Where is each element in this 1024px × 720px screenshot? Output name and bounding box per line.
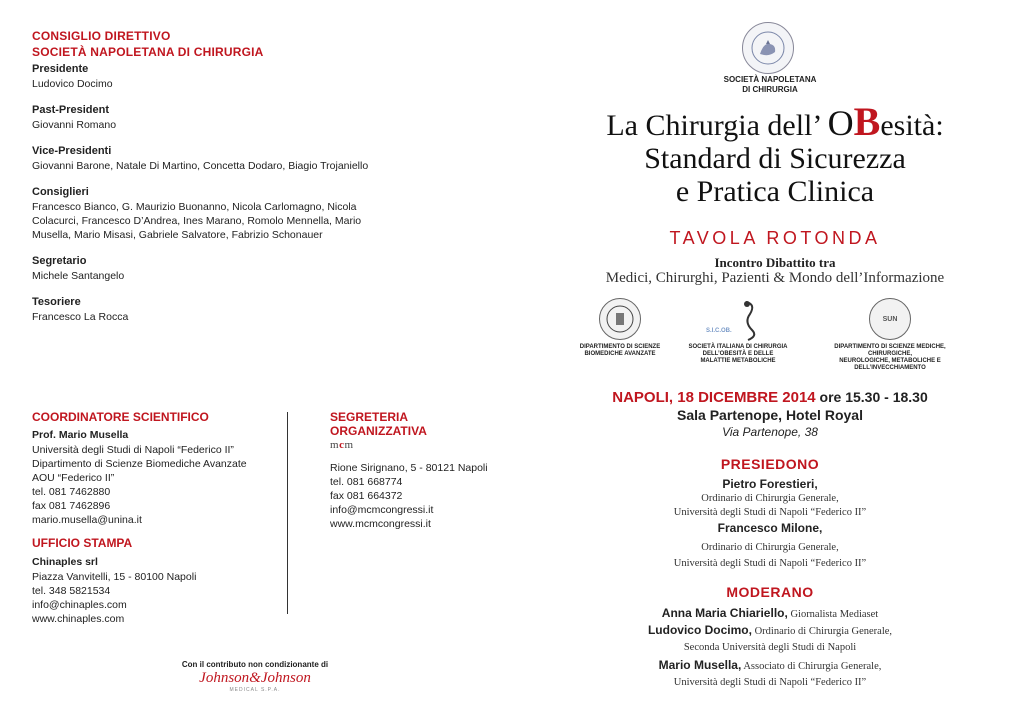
tavola-rotonda: TAVOLA ROTONDA [669,228,881,248]
title-line-2: Standard di Sicurezza [644,142,906,175]
sicob-text [706,328,732,335]
role-title: Vice-Presidenti [32,145,112,157]
presiedono-title: PRESIEDONO [720,456,820,472]
segreteria-address: Rione Sirignano, 5 - 80121 Napoli [330,462,488,474]
logo-dip-biomediche [577,298,663,358]
participants-line: Medici, Chirurghi, Pazienti & Mondo dell’Informazione [605,270,945,286]
university-seal-icon [599,298,641,340]
segreteria-phone: tel. 081 668774 [330,476,403,488]
logo-label-3: DELL’INVECCHIAMENTO [854,365,926,371]
logo-label-2: DELL’OBESITÀ E DELLE [702,351,774,357]
moderator-line [560,657,980,675]
moderator-role: Associato di Chirurgia Generale, [741,661,882,672]
segreteria-block [330,410,530,531]
role-block [32,185,502,242]
segreteria-email[interactable]: info@mcmcongressi.it [330,504,434,516]
logo-sun [815,298,965,372]
role-names: Francesco Bianco, G. Maurizio Buonanno, Nicola Carlomagno, Nicola Colacurci, Francesco D’Andrea, Ines Marano, Romolo Mennella, Mario Musella, Mario Misasi, Gabriele Salvatore, Fabrizio Schonauer [32,201,362,241]
logo-label-3: MALATTIE METABOLICHE [700,358,776,364]
society-seal-icon [742,22,794,74]
mcm-logo-m2: m [344,439,354,451]
coordinatore-phone: tel. 081 7462880 [32,486,111,498]
coordinatore-line: Università degli Studi di Napoli “Federico II” [32,444,234,456]
moderator-line [560,622,980,640]
ufficio-stampa-name: Chinaples srl [32,556,98,568]
role-title: Tesoriere [32,296,81,308]
ufficio-stampa-phone: tel. 348 5821534 [32,585,111,597]
sponsor-sub: MEDICAL S.P.A. [229,687,281,693]
role-names: Giovanni Barone, Natale Di Martino, Concetta Dodaro, Biagio Trojaniello [32,160,369,172]
segreteria-website[interactable]: www.mcmcongressi.it [330,518,431,530]
moderator-line [560,605,980,623]
consiglio-heading: CONSIGLIO DIRETTIVO [32,29,171,43]
society-name [710,75,830,95]
logo-label-2: BIOMEDICHE AVANZATE [584,351,656,357]
column-divider [287,412,288,614]
coordinatore-line: AOU “Federico II” [32,472,115,484]
sun-label: SUN [882,315,898,323]
event-date-text: NAPOLI, 18 DICEMBRE 2014 [612,389,816,406]
role-title: Consiglieri [32,186,89,198]
moderator-affiliation: Università degli Studi di Napoli “Federico II” [673,677,867,688]
mcm-logo-c: c [339,439,345,451]
event-hours: ore 15.30 - 18.30 [815,389,928,405]
moderator-affiliation: Seconda Università degli Studi di Napoli [683,642,857,653]
role-title: Segretario [32,255,87,267]
event-title [540,99,1010,208]
coordinatore-line: Dipartimento di Scienze Biomediche Avanzate [32,458,247,470]
role-block [32,144,502,173]
mcm-logo-m: m [330,439,340,451]
logo-label-1: DIPARTIMENTO DI SCIENZE [579,344,661,350]
title-b: B [853,99,881,144]
moderator-role: Giornalista Mediaset [787,609,879,620]
ufficio-stampa-email[interactable]: info@chinaples.com [32,599,127,611]
role-block [32,62,502,91]
event-address: Via Partenope, 38 [722,425,818,439]
chair-affiliation: Università degli Studi di Napoli “Federico II” [673,507,867,518]
moderator-role: Ordinario di Chirurgia Generale, [751,626,893,637]
role-title: Presidente [32,63,89,75]
johnson-johnson-logo: Johnson&Johnson [199,670,311,686]
ufficio-stampa-title: UFFICIO STAMPA [32,536,133,550]
moderator-name: Mario Musella, [658,658,742,672]
ufficio-stampa-address: Piazza Vanvitelli, 15 - 80100 Napoli [32,571,197,583]
chair-name: Francesco Milone, [717,521,823,535]
mcm-logo [330,439,530,451]
role-block [32,295,502,324]
society-heading: SOCIETÀ NAPOLETANA DI CHIRURGIA [32,45,264,59]
title-o: O [827,103,854,143]
society-name-1: SOCIETÀ NAPOLETANA [723,75,817,84]
role-names: Ludovico Docimo [32,78,113,90]
role-names: Francesco La Rocca [32,311,129,323]
title-part2: esità: [880,109,944,142]
segreteria-title: SEGRETERIA [330,410,409,424]
sponsor-text: Con il contributo non condizionante di [181,660,329,669]
moderator-name: Anna Maria Chiariello, [661,606,788,620]
chair-role: Ordinario di Chirurgia Generale, [701,542,839,553]
moderano-title: MODERANO [726,584,814,600]
logo-label-1: DIPARTIMENTO DI SCIENZE MEDICHE, CHIRURGICHE, [834,344,946,357]
segreteria-title-2: ORGANIZZATIVA [330,424,427,438]
role-title: Past-President [32,104,110,116]
title-line-1 [540,99,1010,144]
coordinatore-title: COORDINATORE SCIENTIFICO [32,410,209,424]
coordinatore-fax: fax 081 7462896 [32,500,111,512]
coordinatore-block [32,410,277,626]
sponsor-block [170,660,340,693]
logo-sicob [688,298,788,365]
logo-label-1: SOCIETÀ ITALIANA DI CHIRURGIA [688,344,788,350]
logo-label-2: NEUROLOGICHE, METABOLICHE E [839,358,941,364]
coordinatore-name: Prof. Mario Musella [32,429,129,441]
title-part1: La Chirurgia dell’ [606,109,828,142]
society-name-2: DI CHIRURGIA [742,85,798,94]
segreteria-fax: fax 081 664372 [330,490,403,502]
coordinatore-email[interactable]: mario.musella@unina.it [32,514,142,526]
event-date [560,388,980,407]
incontro-dibattito: Incontro Dibattito tra [714,255,836,270]
title-line-3: e Pratica Clinica [675,175,875,208]
moderator-name: Ludovico Docimo, [647,623,752,637]
role-block [32,103,502,132]
role-names: Michele Santangelo [32,270,125,282]
role-block [32,254,502,283]
consiglio-direttivo [32,28,502,324]
chair-affiliation: Università degli Studi di Napoli “Federico II” [673,558,867,569]
ufficio-stampa-website[interactable]: www.chinaples.com [32,613,125,625]
chair-name: Pietro Forestieri, [722,477,818,491]
sicob-logo-icon [688,298,788,344]
sun-seal-icon [869,298,911,340]
role-names: Giovanni Romano [32,119,117,131]
event-venue: Sala Partenope, Hotel Royal [677,407,863,423]
chair-role: Ordinario di Chirurgia Generale, [701,493,839,504]
sicob-label: S.I.C.OB. [706,328,732,334]
